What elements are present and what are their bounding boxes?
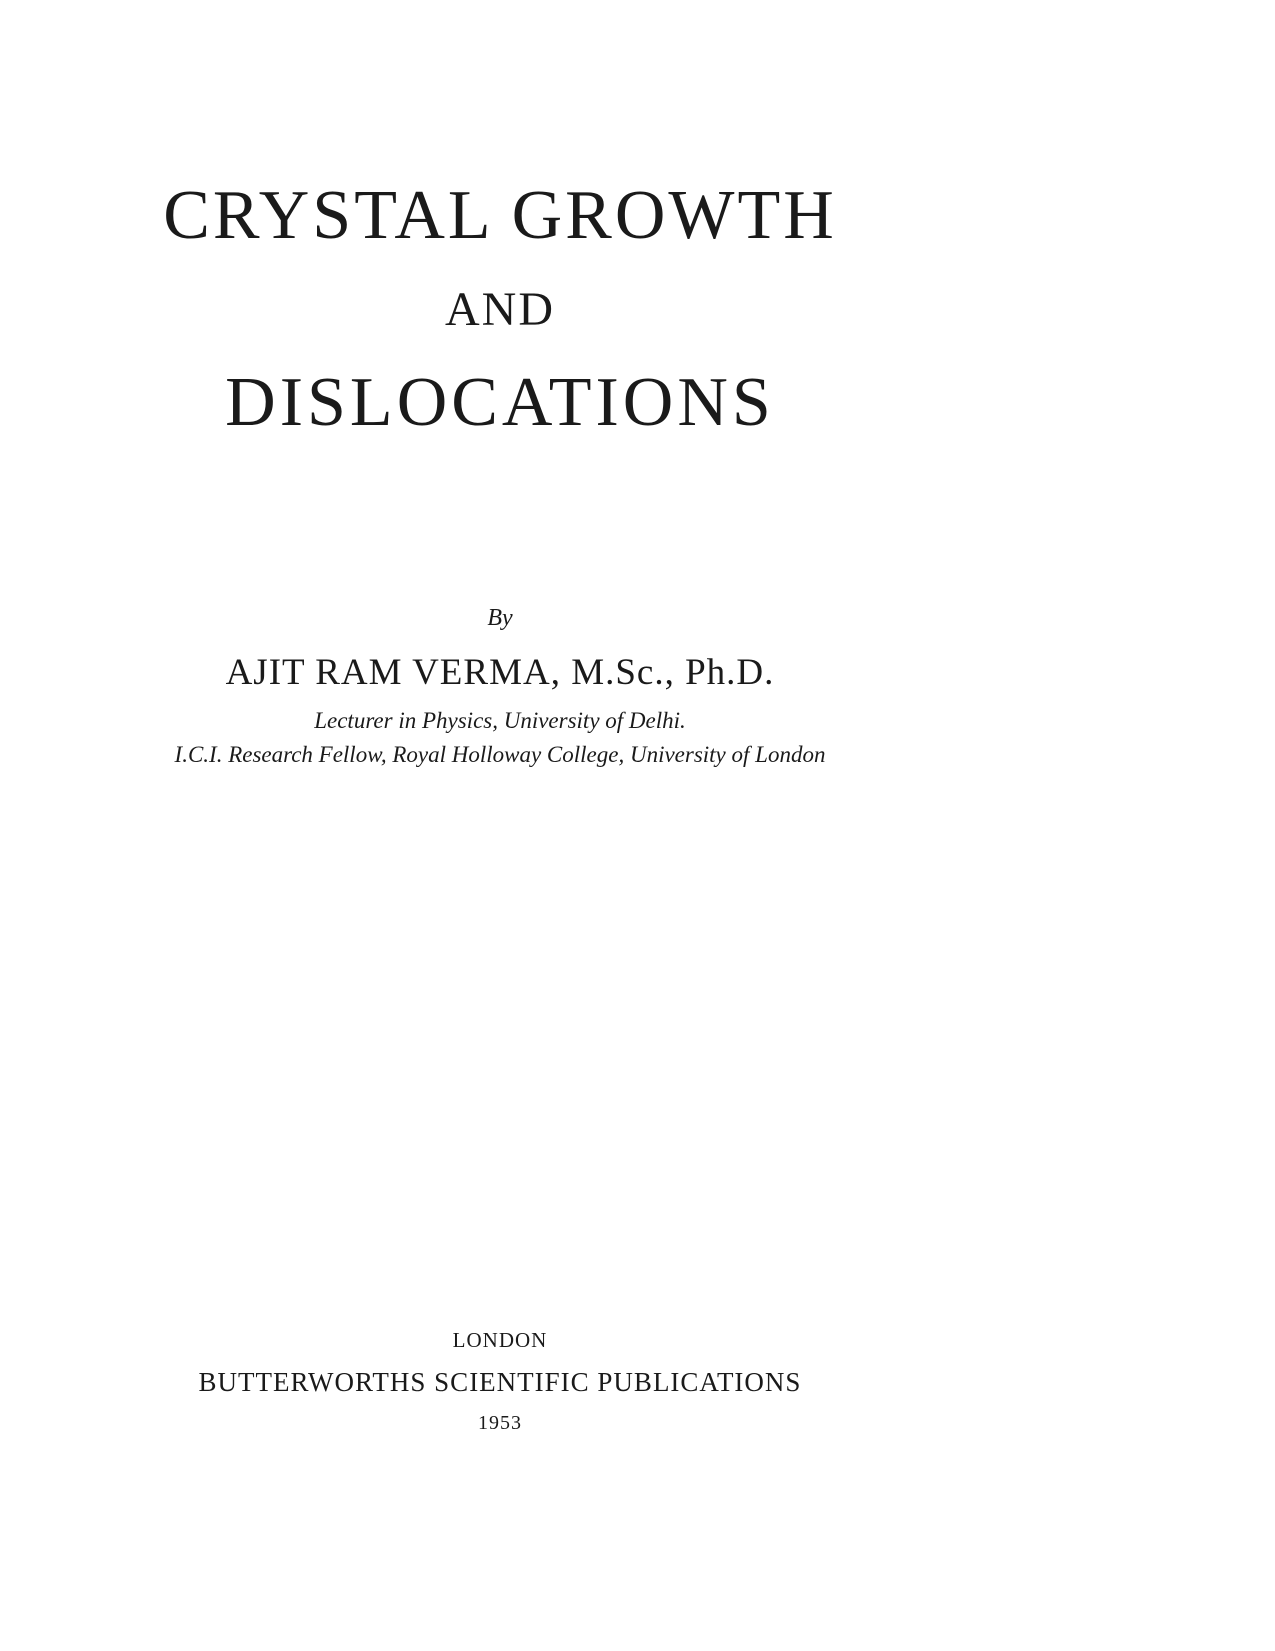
publication-place: LONDON xyxy=(452,1328,548,1352)
author-affiliation-1: Lecturer in Physics, University of Delhi. xyxy=(314,708,686,733)
publication-year: 1953 xyxy=(478,1412,522,1434)
by-label: By xyxy=(487,605,513,631)
author-affiliation-2: I.C.I. Research Fellow, Royal Holloway College, University of London xyxy=(174,742,826,767)
author-name: AJIT RAM VERMA, M.Sc., Ph.D. xyxy=(225,652,775,693)
title-line-1: CRYSTAL GROWTH xyxy=(163,177,837,254)
title-line-2: AND xyxy=(445,283,555,336)
publisher-name: BUTTERWORTHS SCIENTIFIC PUBLICATIONS xyxy=(198,1367,802,1397)
title-line-3: DISLOCATIONS xyxy=(225,364,775,441)
